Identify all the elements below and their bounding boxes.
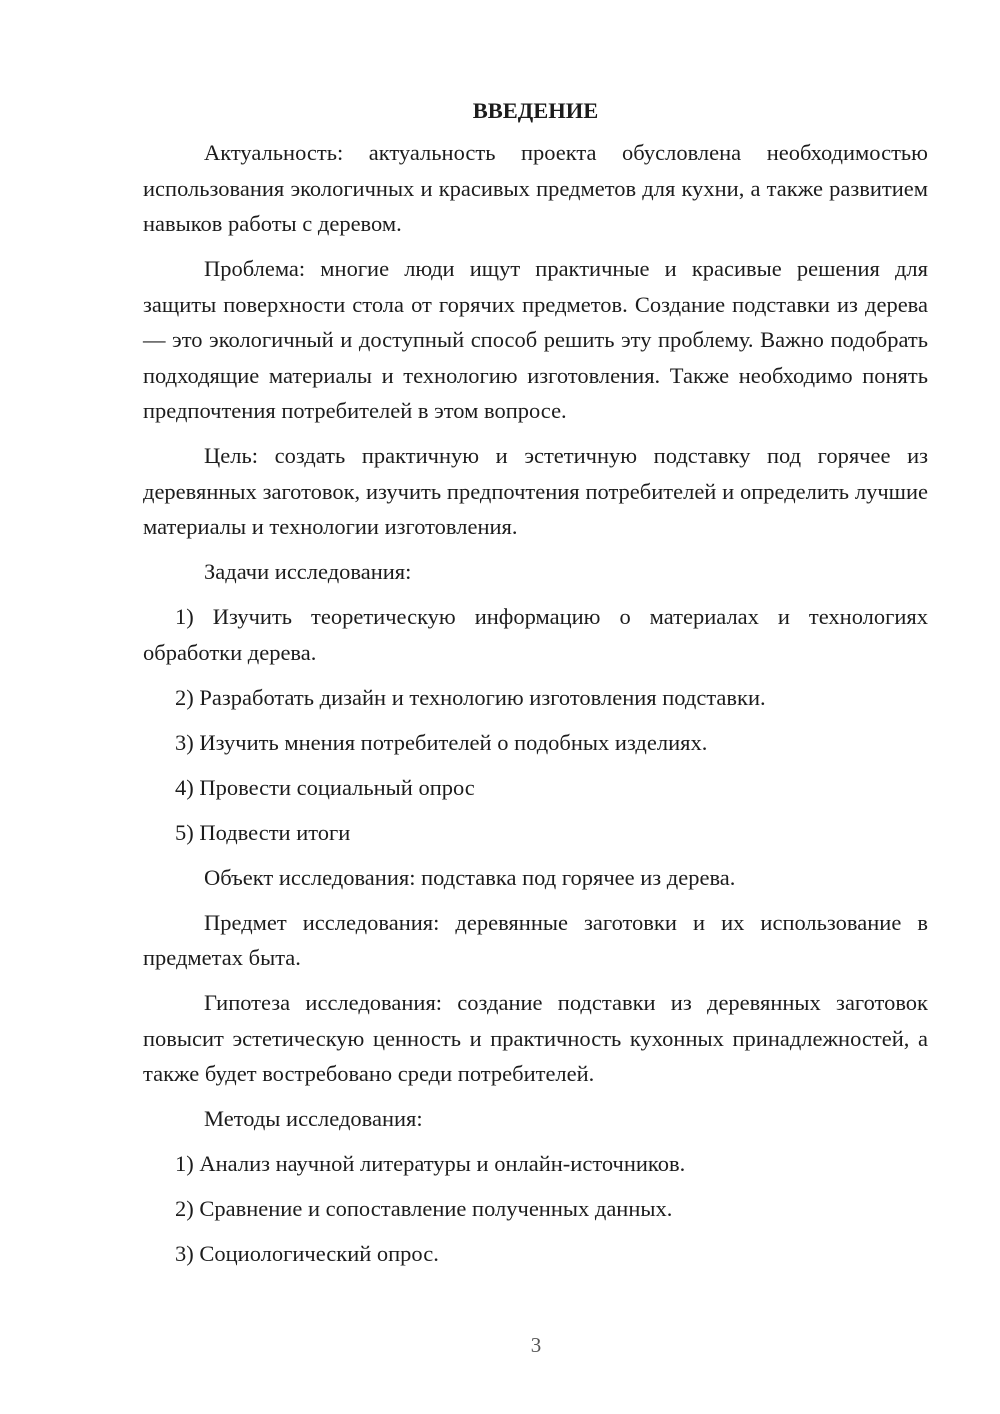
- document-body: [143, 96, 928, 1281]
- relevance-paragraph: Актуальность: актуальность проекта обусловлена необходимостью использования экологичных и красивых предметов для кухни, а также развитием навыков работы с деревом.: [143, 140, 928, 236]
- task-item: 3) Изучить мнения потребителей о подобных изделиях.: [175, 729, 708, 755]
- subject-paragraph: Предмет исследования: деревянные заготовки и их использование в предметах быта.: [143, 909, 928, 970]
- object-paragraph: Объект исследования: подставка под горячее из дерева.: [204, 864, 736, 890]
- tasks-heading: Задачи исследования:: [204, 559, 412, 584]
- page-number: 3: [530, 1333, 542, 1357]
- task-item: 2) Разработать дизайн и технологию изготовления подставки.: [175, 684, 766, 710]
- hypothesis-paragraph: Гипотеза исследования: создание подставки из деревянных заготовок повысит эстетическую ценность и практичность кухонных принадлежностей, а также будет востребовано среди потребителей.: [143, 990, 928, 1086]
- task-item: 4) Провести социальный опрос: [175, 774, 475, 800]
- method-item: 2) Сравнение и сопоставление полученных данных.: [175, 1196, 673, 1221]
- task-item: 5) Подвести итоги: [175, 819, 351, 845]
- task-item: 1) Изучить теоретическую информацию о материалах и технологиях обработки дерева.: [143, 604, 928, 665]
- goal-paragraph: Цель: создать практичную и эстетичную подставку под горячее из деревянных заготовок, изучить предпочтения потребителей и определить лучшие материалы и технологии изготовления.: [143, 443, 928, 539]
- method-item: 3) Социологический опрос.: [175, 1241, 439, 1266]
- problem-paragraph: Проблема: многие люди ищут практичные и красивые решения для защиты поверхности стола от горячих предметов. Создание подставки из дерева — это экологичный и доступный способ решить эту проблему. Важно подобрать подходящие материалы и технологию изготовления. Также необходимо понять предпочтения потребителей в этом вопросе.: [143, 256, 928, 423]
- section-title: ВВЕДЕНИЕ: [472, 98, 599, 123]
- method-item: 1) Анализ научной литературы и онлайн-источников.: [175, 1151, 686, 1176]
- methods-heading: Методы исследования:: [204, 1106, 423, 1131]
